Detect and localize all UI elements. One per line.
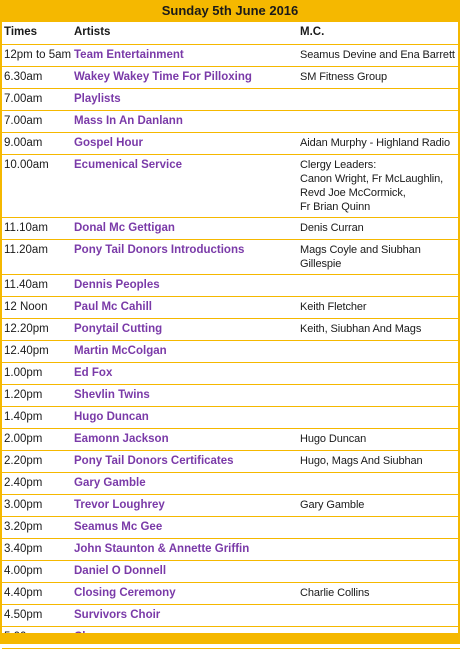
mc-cell	[300, 539, 460, 561]
time-cell: 7.00am	[2, 111, 74, 133]
time-cell: 4.00pm	[2, 561, 74, 583]
artist-cell: Mass In An Danlann	[74, 111, 300, 133]
mc-cell: Denis Curran	[300, 218, 460, 240]
mc-cell: Mags Coyle and Siubhan Gillespie	[300, 240, 460, 275]
table-row	[2, 583, 460, 605]
time-cell: 11.40am	[2, 275, 74, 297]
time-cell: 9.00am	[2, 133, 74, 155]
table-row	[2, 218, 460, 240]
table-row	[2, 319, 460, 341]
artist-cell: Ed Fox	[74, 363, 300, 385]
mc-cell: Hugo, Mags And Siubhan	[300, 451, 460, 473]
time-cell: 12.20pm	[2, 319, 74, 341]
artist-cell: Trevor Loughrey	[74, 495, 300, 517]
artist-cell: Hugo Duncan	[74, 407, 300, 429]
time-cell: 1.40pm	[2, 407, 74, 429]
table-row	[2, 67, 460, 89]
table-row	[2, 297, 460, 319]
table-row	[2, 495, 460, 517]
bottom-bar	[0, 633, 460, 644]
artist-cell: Closing Ceremony	[74, 583, 300, 605]
time-cell: 1.20pm	[2, 385, 74, 407]
time-cell: 12 Noon	[2, 297, 74, 319]
header-artists: Artists	[74, 22, 300, 45]
mc-cell	[300, 407, 460, 429]
artist-cell: Pony Tail Donors Introductions	[74, 240, 300, 275]
table-row	[2, 429, 460, 451]
table-row	[2, 155, 460, 218]
table-row	[2, 385, 460, 407]
artist-cell: Team Entertainment	[74, 45, 300, 67]
time-cell: 3.40pm	[2, 539, 74, 561]
table-row	[2, 89, 460, 111]
mc-cell	[300, 275, 460, 297]
table-row	[2, 341, 460, 363]
mc-cell	[300, 561, 460, 583]
mc-cell	[300, 111, 460, 133]
table-row	[2, 539, 460, 561]
table-row	[2, 45, 460, 67]
artist-cell: Donal Mc Gettigan	[74, 218, 300, 240]
table-row	[2, 561, 460, 583]
artist-cell: Playlists	[74, 89, 300, 111]
artist-cell: Paul Mc Cahill	[74, 297, 300, 319]
time-cell: 2.00pm	[2, 429, 74, 451]
header-mc: M.C.	[300, 22, 460, 45]
mc-cell	[300, 363, 460, 385]
mc-cell: Keith Fletcher	[300, 297, 460, 319]
table-header-row	[2, 22, 460, 45]
time-cell: 1.00pm	[2, 363, 74, 385]
artist-cell: Gospel Hour	[74, 133, 300, 155]
mc-cell	[300, 385, 460, 407]
mc-cell: Keith, Siubhan And Mags	[300, 319, 460, 341]
header-times: Times	[2, 22, 74, 45]
mc-cell	[300, 517, 460, 539]
mc-cell: Gary Gamble	[300, 495, 460, 517]
mc-cell	[300, 605, 460, 627]
time-cell: 12pm to 5am	[2, 45, 74, 67]
artist-cell: Gary Gamble	[74, 473, 300, 495]
table-row	[2, 407, 460, 429]
mc-cell: Clergy Leaders: Canon Wright, Fr McLaughlin, Revd Joe McCormick, Fr Brian Quinn	[300, 155, 460, 218]
table-row	[2, 111, 460, 133]
artist-cell: Shevlin Twins	[74, 385, 300, 407]
schedule-title: Sunday 5th June 2016	[0, 0, 460, 22]
mc-cell: SM Fitness Group	[300, 67, 460, 89]
artist-cell: Wakey Wakey Time For Pilloxing	[74, 67, 300, 89]
artist-cell: Ecumenical Service	[74, 155, 300, 218]
table-row	[2, 363, 460, 385]
time-cell: 6.30am	[2, 67, 74, 89]
time-cell: 11.10am	[2, 218, 74, 240]
table-row	[2, 473, 460, 495]
table-row	[2, 451, 460, 473]
table-row	[2, 517, 460, 539]
table-row	[2, 240, 460, 275]
mc-cell: Seamus Devine and Ena Barrett	[300, 45, 460, 67]
artist-cell: Dennis Peoples	[74, 275, 300, 297]
time-cell: 12.40pm	[2, 341, 74, 363]
table-row	[2, 275, 460, 297]
mc-cell	[300, 89, 460, 111]
artist-cell: John Staunton & Annette Griffin	[74, 539, 300, 561]
artist-cell: Daniel O Donnell	[74, 561, 300, 583]
time-cell: 2.20pm	[2, 451, 74, 473]
artist-cell: Pony Tail Donors Certificates	[74, 451, 300, 473]
artist-cell: Seamus Mc Gee	[74, 517, 300, 539]
time-cell: 3.20pm	[2, 517, 74, 539]
schedule-table	[2, 22, 460, 649]
time-cell: 2.40pm	[2, 473, 74, 495]
mc-cell: Charlie Collins	[300, 583, 460, 605]
table-row	[2, 133, 460, 155]
artist-cell: Martin McColgan	[74, 341, 300, 363]
artist-cell: Eamonn Jackson	[74, 429, 300, 451]
artist-cell: Survivors Choir	[74, 605, 300, 627]
mc-cell: Hugo Duncan	[300, 429, 460, 451]
time-cell: 7.00am	[2, 89, 74, 111]
artist-cell: Ponytail Cutting	[74, 319, 300, 341]
table-row	[2, 605, 460, 627]
mc-cell: Aidan Murphy - Highland Radio	[300, 133, 460, 155]
time-cell: 10.00am	[2, 155, 74, 218]
time-cell: 11.20am	[2, 240, 74, 275]
time-cell: 3.00pm	[2, 495, 74, 517]
mc-cell	[300, 341, 460, 363]
time-cell: 4.50pm	[2, 605, 74, 627]
time-cell: 4.40pm	[2, 583, 74, 605]
mc-cell	[300, 473, 460, 495]
